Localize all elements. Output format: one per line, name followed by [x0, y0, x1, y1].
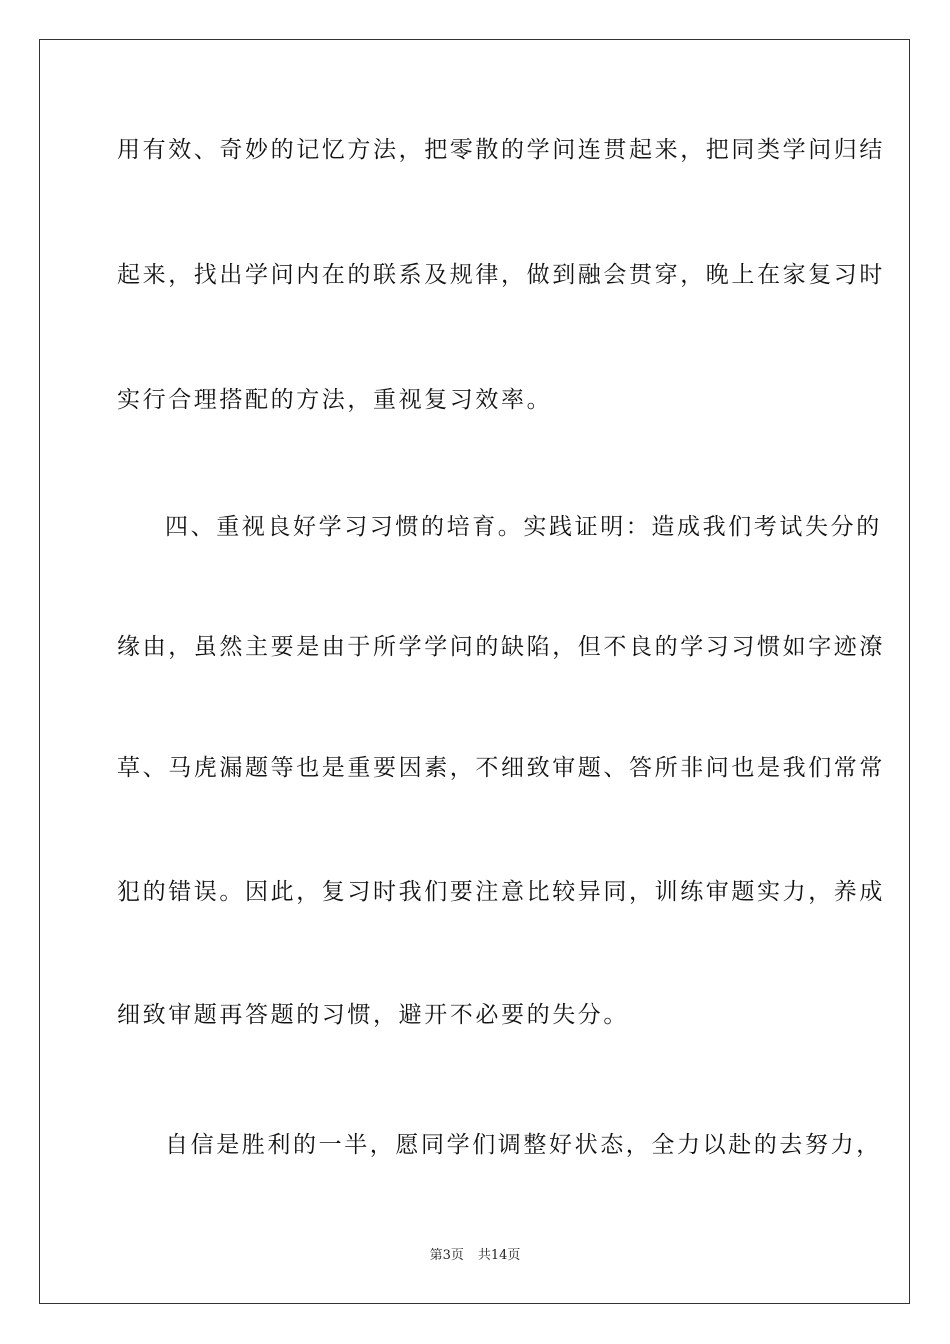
page-total: 共14页	[477, 1248, 521, 1263]
body-line-1: 用有效、奇妙的记忆方法，把零散的学问连贯起来，把同类学问归结	[117, 137, 885, 163]
body-line-2: 起来，找出学问内在的联系及规律，做到融会贯穿，晚上在家复习时	[117, 262, 885, 288]
page-border	[39, 39, 910, 1304]
body-line-7: 犯的错误。因此，复习时我们要注意比较异同，训练审题实力，养成	[117, 879, 885, 905]
body-line-5: 缘由，虽然主要是由于所学学问的缺陷，但不良的学习习惯如字迹潦	[117, 634, 885, 660]
body-line-4: 四、重视良好学习习惯的培育。实践证明：造成我们考试失分的	[165, 514, 882, 540]
body-line-3: 实行合理搭配的方法，重视复习效率。	[117, 387, 553, 413]
page-number: 第3页	[429, 1248, 464, 1263]
body-line-6: 草、马虎漏题等也是重要因素，不细致审题、答所非问也是我们常常	[117, 755, 885, 781]
page-footer	[0, 1247, 950, 1265]
body-line-8: 细致审题再答题的习惯，避开不必要的失分。	[117, 1002, 629, 1028]
body-line-9: 自信是胜利的一半，愿同学们调整好状态，全力以赴的去努力，	[165, 1132, 882, 1158]
